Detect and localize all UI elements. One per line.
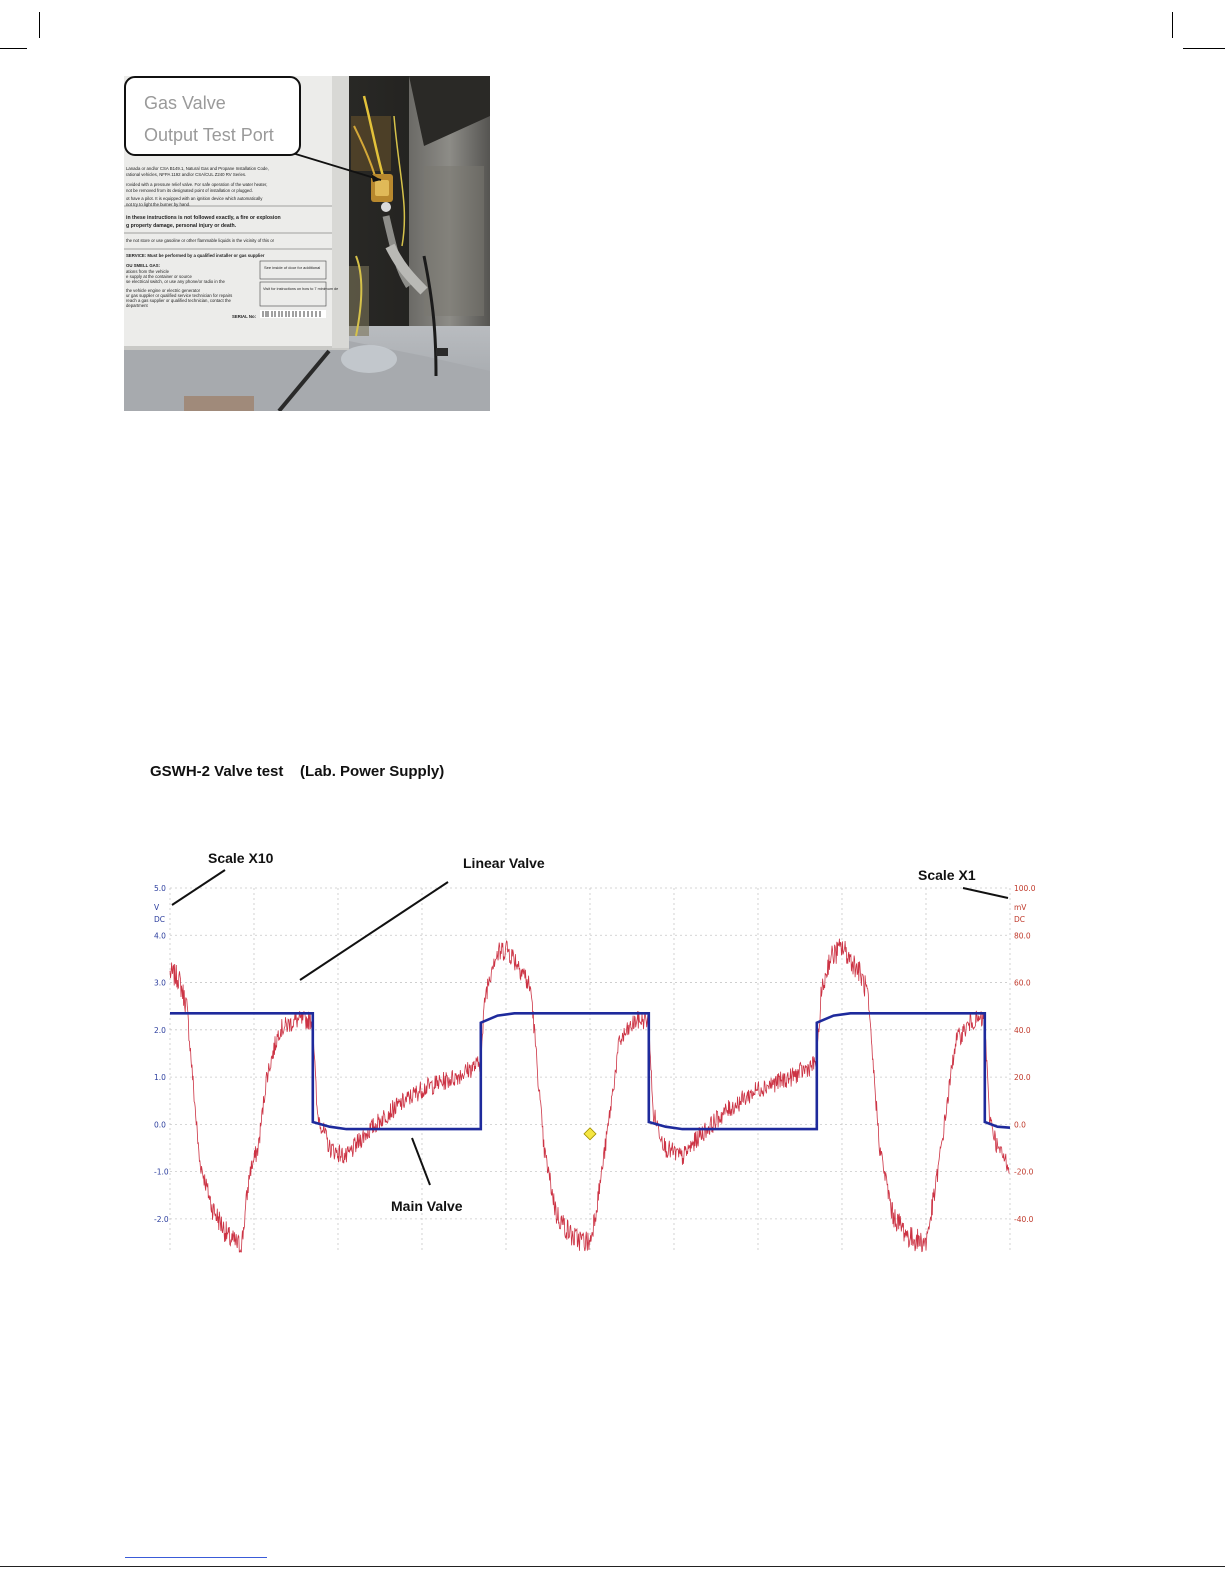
svg-text:in these instructions is not f: in these instructions is not followed exactly, a fire or explosion <box>126 215 281 221</box>
scale-x10-pointer <box>172 870 225 905</box>
left-tick-label: -1.0 <box>154 1167 169 1177</box>
right-tick-label: 60.0 <box>1014 978 1031 988</box>
right-axis <box>1014 884 1036 1224</box>
callout-line2: Output Test Port <box>144 125 274 145</box>
annotation-scale-x1: Scale X1 <box>918 867 976 883</box>
right-tick-label: 100.0 <box>1014 884 1036 893</box>
svg-text:the not store or use gasoline: the not store or use gasoline or other flammable liquids in the vicinity of this or <box>126 238 275 243</box>
right-tick-label: -20.0 <box>1014 1167 1034 1177</box>
left-axis-unit-dc: DC <box>154 915 166 924</box>
test-port <box>381 202 391 212</box>
svg-text:ur gas supplier or qualified s: ur gas supplier or qualified service technician for repairs <box>126 293 233 298</box>
callout-line1: Gas Valve <box>144 93 226 113</box>
crop-mark-top-right-horizontal <box>1183 48 1225 49</box>
svg-text:the vehicle engine or electric: the vehicle engine or electric generator <box>126 288 201 293</box>
left-axis-unit-v: V <box>154 903 160 912</box>
footer-rule <box>0 1566 1225 1567</box>
scale-x1-pointer <box>963 888 1008 898</box>
svg-text:rovided with a pressure relief: rovided with a pressure relief valve. For safe operation of the water heater, <box>126 182 268 187</box>
left-tick-label: 1.0 <box>154 1073 166 1083</box>
left-tick-label: 5.0 <box>154 884 166 893</box>
right-axis-unit-dc: DC <box>1014 915 1026 924</box>
annotation-main-valve: Main Valve <box>391 1198 463 1214</box>
annotation-scale-x10: Scale X10 <box>208 850 274 866</box>
svg-text:not try to light the burner by: not try to light the burner by hand. <box>126 202 191 207</box>
svg-text:se electrical switch, or use a: se electrical switch, or use any phone/or radio in the <box>126 279 225 284</box>
left-axis <box>154 884 169 1224</box>
right-tick-label: 0.0 <box>1014 1120 1026 1130</box>
linear-valve-pointer <box>300 882 448 980</box>
svg-text:reach a gas supplier or qualif: reach a gas supplier or qualified technician, contact the <box>126 298 231 303</box>
svg-text:department: department <box>126 303 148 308</box>
svg-text:ations from the vehicle: ations from the vehicle <box>126 269 169 274</box>
cursor-marker[interactable] <box>584 1128 596 1140</box>
label-box-text: See inside of door for additional <box>264 265 321 270</box>
right-tick-label: 20.0 <box>1014 1073 1031 1083</box>
svg-text:SERIAL No:: SERIAL No: <box>232 314 257 319</box>
svg-text:g property damage, personal in: g property damage, personal injury or death. <box>126 223 237 229</box>
left-tick-label: -2.0 <box>154 1214 169 1224</box>
right-axis-unit-mv: mV <box>1014 903 1027 912</box>
svg-text:Lanada or and/or CSA B149.1, N: Lanada or and/or CSA B149.1, Natural Gas and Propane Installation Code, <box>126 166 269 171</box>
left-tick-label: 3.0 <box>154 978 166 988</box>
oscilloscope-chart <box>140 840 1070 1260</box>
left-tick-label: 2.0 <box>154 1025 166 1035</box>
crop-mark-top-right-vertical <box>1172 12 1173 38</box>
svg-text:not be removed from its design: not be removed from its designated point of installation or plugged. <box>126 188 253 193</box>
right-tick-label: 40.0 <box>1014 1025 1031 1035</box>
svg-text:ot have a pilot. It is equippe: ot have a pilot. It is equipped with an ignition device which automatically <box>126 196 263 201</box>
main-valve-pointer <box>412 1138 430 1185</box>
gas-valve-photo <box>124 76 490 411</box>
svg-text:SERVICE: Must be performed by: SERVICE: Must be performed by a qualified installer or gas supplier <box>126 253 265 258</box>
chart-grid <box>170 888 1010 1252</box>
crop-mark-top-left-vertical <box>39 12 40 38</box>
svg-text:rational vehicles, NFPA 1192 a: rational vehicles, NFPA 1192 and/or CSA/CUL Z240 RV Series. <box>126 172 247 177</box>
crop-mark-top-left-horizontal <box>0 48 27 49</box>
series-main-valve <box>170 1013 1010 1129</box>
right-tick-label: -40.0 <box>1014 1214 1034 1224</box>
svg-text:e supply at the container or s: e supply at the container or source <box>126 274 192 279</box>
annotation-linear-valve: Linear Valve <box>463 855 545 871</box>
left-tick-label: 4.0 <box>154 931 166 941</box>
right-tick-label: 80.0 <box>1014 931 1031 941</box>
left-tick-label: 0.0 <box>154 1120 166 1130</box>
label-visit-text: Visit for instructions on how to 7 minimum de <box>263 287 339 291</box>
document-title: GSWH-2 Valve test (Lab. Power Supply) <box>150 763 445 780</box>
footer-link-underline[interactable] <box>125 1557 267 1558</box>
svg-text:OU SMELL GAS:: OU SMELL GAS: <box>126 263 161 268</box>
